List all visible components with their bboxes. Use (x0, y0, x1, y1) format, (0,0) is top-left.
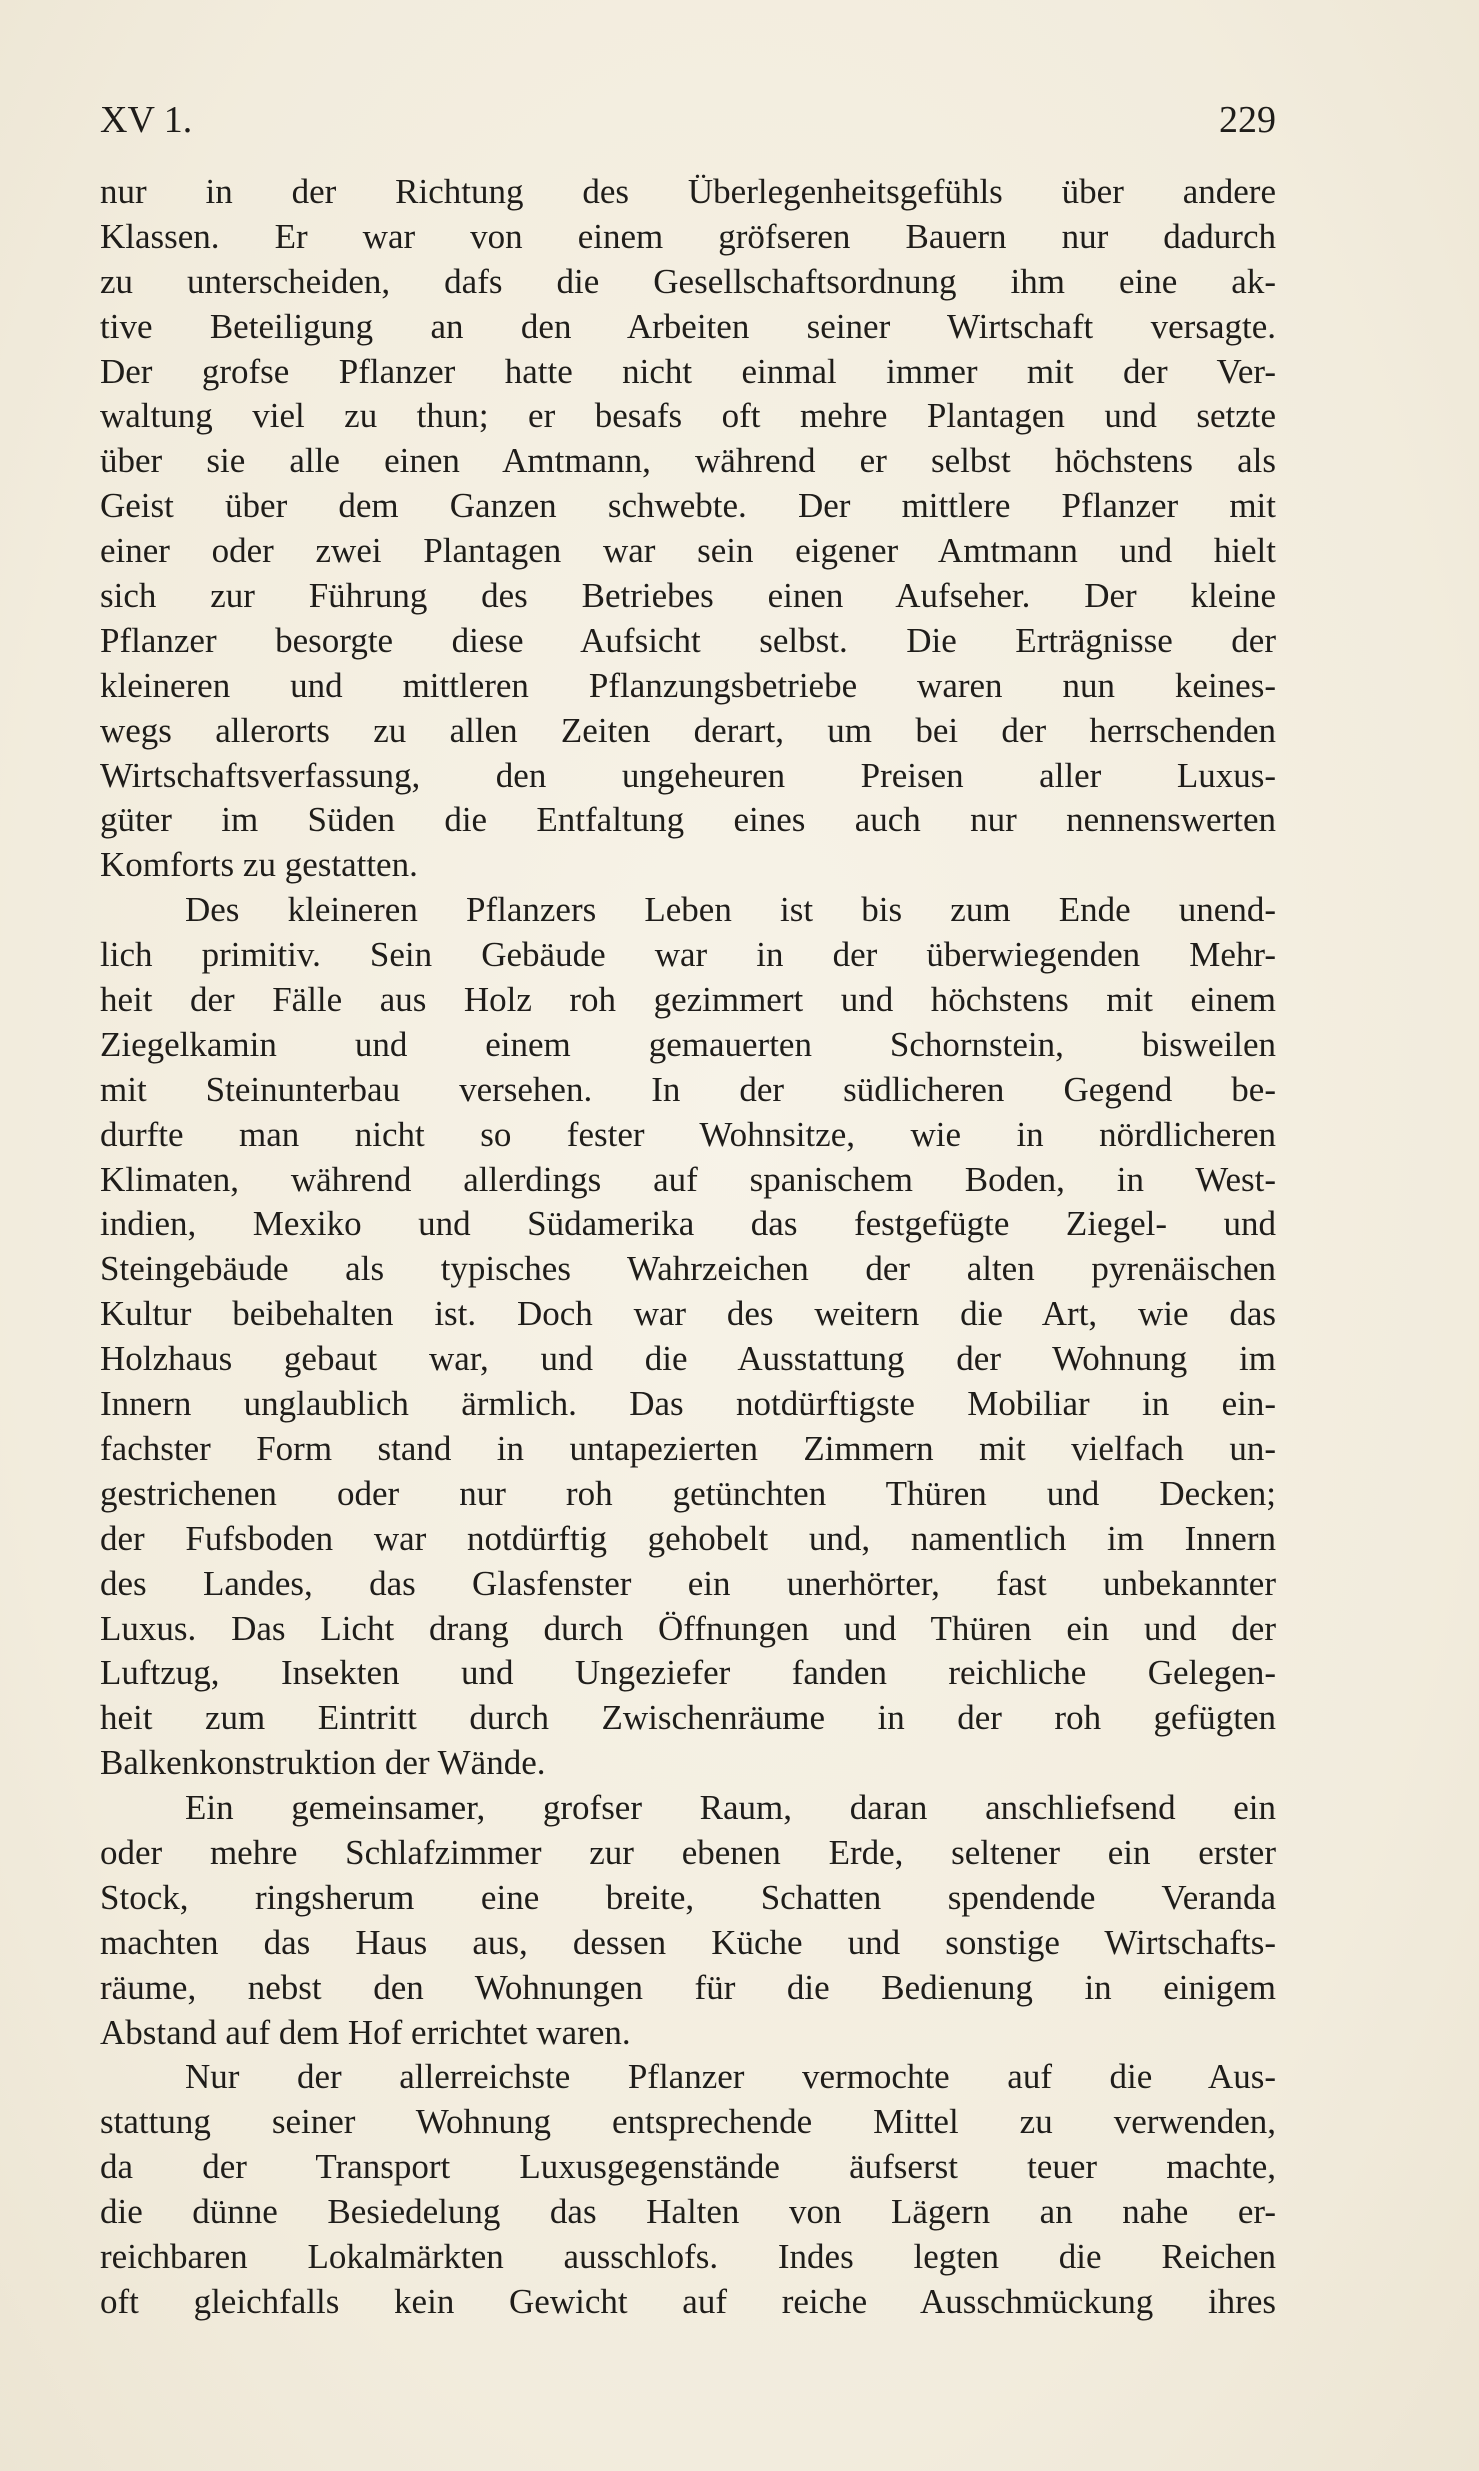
text-line: mit Steinunterbau versehen. In der südlicheren Gegend be- (100, 1069, 1276, 1109)
page-number: 229 (1219, 99, 1276, 141)
text-line: Holzhaus gebaut war, und die Ausstattung der Wohnung im (100, 1339, 1276, 1379)
text-line: über sie alle einen Amtmann, während er selbst höchstens als (100, 441, 1276, 481)
text-line: die dünne Besiedelung das Halten von Lägern an nahe er- (100, 2192, 1276, 2232)
text-line: räume, nebst den Wohnungen für die Bedienung in einigem (100, 1967, 1276, 2007)
text-line: Ein gemeinsamer, grofser Raum, daran anschliefsend ein (185, 1788, 1276, 1828)
text-line: Luftzug, Insekten und Ungeziefer fanden reichliche Gelegen- (100, 1653, 1276, 1693)
text-line: Komforts zu gestatten. (100, 845, 418, 885)
text-line: heit der Fälle aus Holz roh gezimmert und höchstens mit einem (100, 980, 1276, 1020)
text-line: tive Beteiligung an den Arbeiten seiner Wirtschaft versagte. (100, 306, 1276, 346)
text-line: wegs allerorts zu allen Zeiten derart, um bei der herrschenden (100, 710, 1276, 750)
text-line: da der Transport Luxusgegenstände äufserst teuer machte, (100, 2147, 1276, 2187)
text-line: stattung seiner Wohnung entsprechende Mittel zu verwenden, (100, 2102, 1276, 2142)
text-line: kleineren und mittleren Pflanzungsbetriebe waren nun keines- (100, 665, 1276, 705)
text-line: Ziegelkamin und einem gemauerten Schornstein, bisweilen (100, 1024, 1276, 1064)
text-line: Geist über dem Ganzen schwebte. Der mittlere Pflanzer mit (100, 486, 1276, 526)
text-line: Pflanzer besorgte diese Aufsicht selbst. Die Erträgnisse der (100, 620, 1276, 660)
text-line: waltung viel zu thun; er besafs oft mehre Plantagen und setzte (100, 396, 1276, 436)
body-text (100, 170, 1276, 2325)
text-line: heit zum Eintritt durch Zwischenräume in der roh gefügten (100, 1698, 1276, 1738)
text-line: güter im Süden die Entfaltung eines auch nur nennenswerten (100, 800, 1276, 840)
text-line: der Fufsboden war notdürftig gehobelt und, namentlich im Innern (100, 1518, 1276, 1558)
text-line: oft gleichfalls kein Gewicht auf reiche Ausschmückung ihres (100, 2281, 1276, 2321)
text-line: Innern unglaublich ärmlich. Das notdürftigste Mobiliar in ein- (100, 1384, 1276, 1424)
text-line: reichbaren Lokalmärkten ausschlofs. Indes legten die Reichen (100, 2236, 1276, 2276)
text-line: Balkenkonstruktion der Wände. (100, 1743, 546, 1783)
text-line: Klassen. Er war von einem gröfseren Bauern nur dadurch (100, 216, 1276, 256)
text-line: lich primitiv. Sein Gebäude war in der überwiegenden Mehr- (100, 935, 1276, 975)
text-line: Kultur beibehalten ist. Doch war des weitern die Art, wie das (100, 1294, 1276, 1334)
text-line: Klimaten, während allerdings auf spanischem Boden, in West- (100, 1159, 1276, 1199)
text-line: Der grofse Pflanzer hatte nicht einmal immer mit der Ver- (100, 351, 1276, 391)
text-line: des Landes, das Glasfenster ein unerhörter, fast unbekannter (100, 1563, 1276, 1603)
text-line: machten das Haus aus, dessen Küche und sonstige Wirtschafts- (100, 1922, 1276, 1962)
text-line: indien, Mexiko und Südamerika das festgefügte Ziegel- und (100, 1204, 1276, 1244)
text-line: Stock, ringsherum eine breite, Schatten spendende Veranda (100, 1877, 1276, 1917)
text-line: gestrichenen oder nur roh getünchten Thüren und Decken; (100, 1473, 1276, 1513)
text-line: Steingebäude als typisches Wahrzeichen der alten pyrenäischen (100, 1249, 1276, 1289)
text-line: fachster Form stand in untapezierten Zimmern mit vielfach un- (100, 1428, 1276, 1468)
section-number: XV 1. (100, 99, 193, 141)
text-line: oder mehre Schlafzimmer zur ebenen Erde, seltener ein erster (100, 1832, 1276, 1872)
text-line: Abstand auf dem Hof errichtet waren. (100, 2012, 631, 2052)
text-line: durfte man nicht so fester Wohnsitze, wie in nördlicheren (100, 1114, 1276, 1154)
text-line: nur in der Richtung des Überlegenheitsgefühls über andere (100, 172, 1276, 211)
text-line: sich zur Führung des Betriebes einen Aufseher. Der kleine (100, 576, 1276, 616)
text-line: zu unterscheiden, dafs die Gesellschaftsordnung ihm eine ak- (100, 261, 1276, 301)
text-line: Des kleineren Pflanzers Leben ist bis zum Ende unend- (185, 890, 1276, 930)
running-header (100, 98, 1276, 148)
text-line: Luxus. Das Licht drang durch Öffnungen und Thüren ein und der (100, 1608, 1276, 1648)
text-line: Nur der allerreichste Pflanzer vermochte auf die Aus- (185, 2057, 1276, 2097)
text-line: Wirtschaftsverfassung, den ungeheuren Preisen aller Luxus- (100, 755, 1276, 795)
text-line: einer oder zwei Plantagen war sein eigener Amtmann und hielt (100, 531, 1276, 571)
